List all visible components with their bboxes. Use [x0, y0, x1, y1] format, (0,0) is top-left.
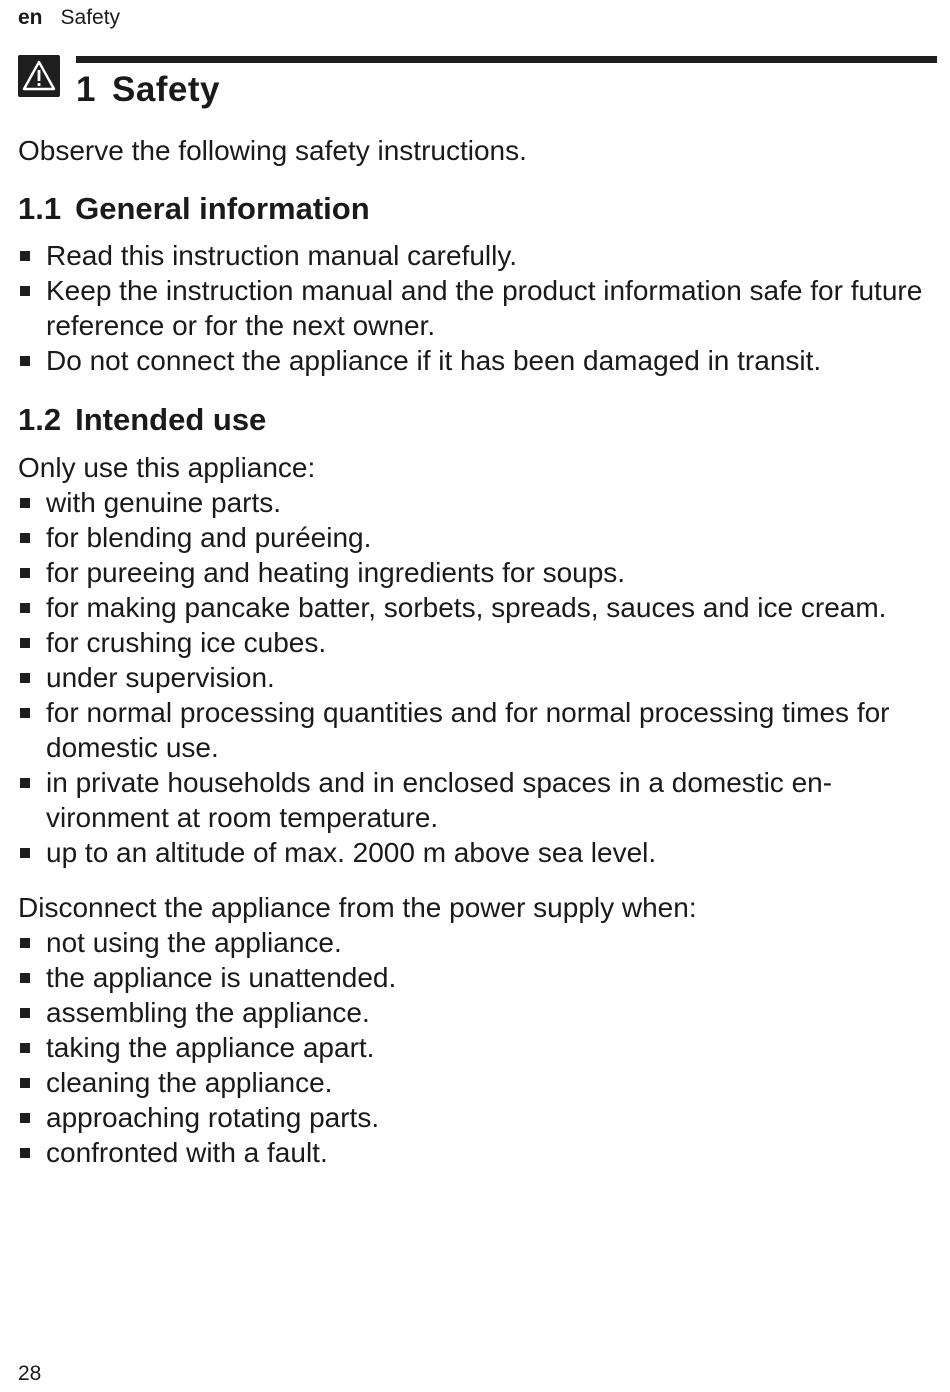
page-content: [18, 133, 938, 1170]
list-item: confronted with a fault.: [18, 1135, 938, 1170]
list-item: up to an altitude of max. 2000 m above sea level.: [18, 835, 938, 870]
chapter-heading: [76, 70, 220, 110]
list-item: in private households and in enclosed spaces in a domestic environment at room temperature.: [18, 765, 938, 835]
page-number: 28: [18, 1362, 42, 1385]
intro-text: Observe the following safety instructions.: [18, 135, 527, 166]
section-number: 1.1: [18, 191, 62, 226]
list-item: Do not connect the appliance if it has been damaged in transit.: [18, 343, 938, 378]
list-item: Keep the instruction manual and the product information safe for future reference or for the next owner.: [18, 273, 938, 343]
disconnect-list: [18, 925, 938, 1170]
warning-triangle-icon: [18, 55, 60, 97]
header-section-title: Safety: [60, 6, 121, 29]
disconnect-lead: Disconnect the appliance from the power supply when:: [18, 892, 697, 923]
section-number: 1.2: [18, 402, 62, 437]
list-item: for pureeing and heating ingredients for soups.: [18, 555, 938, 590]
list-item: the appliance is unattended.: [18, 960, 938, 995]
list-item: for normal processing quantities and for normal processing times for domestic use.: [18, 695, 938, 765]
list-item: cleaning the appliance.: [18, 1065, 938, 1100]
section-title: General information: [75, 191, 370, 226]
list-item: for crushing ice cubes.: [18, 625, 938, 660]
general-info-list: [18, 238, 938, 378]
language-code: en: [18, 6, 43, 29]
list-item: not using the appliance.: [18, 925, 938, 960]
list-item: under supervision.: [18, 660, 938, 695]
intended-use-lead: Only use this appliance:: [18, 452, 316, 483]
list-item: assembling the appliance.: [18, 995, 938, 1030]
list-item: Read this instruction manual carefully.: [18, 238, 938, 273]
list-item: for making pancake batter, sorbets, spreads, sauces and ice cream.: [18, 590, 938, 625]
section-heading-intended-use: [18, 400, 938, 440]
list-item: with genuine parts.: [18, 485, 938, 520]
chapter-rule: [76, 56, 937, 63]
list-item: taking the appliance apart.: [18, 1030, 938, 1065]
section-heading-general: [18, 189, 938, 229]
section-title: Intended use: [75, 402, 267, 437]
chapter-number: 1: [76, 70, 96, 109]
chapter-title: Safety: [111, 70, 221, 109]
list-item: approaching rotating parts.: [18, 1100, 938, 1135]
intended-use-list: [18, 485, 938, 870]
list-item: for blending and puréeing.: [18, 520, 938, 555]
running-header: [18, 6, 120, 30]
